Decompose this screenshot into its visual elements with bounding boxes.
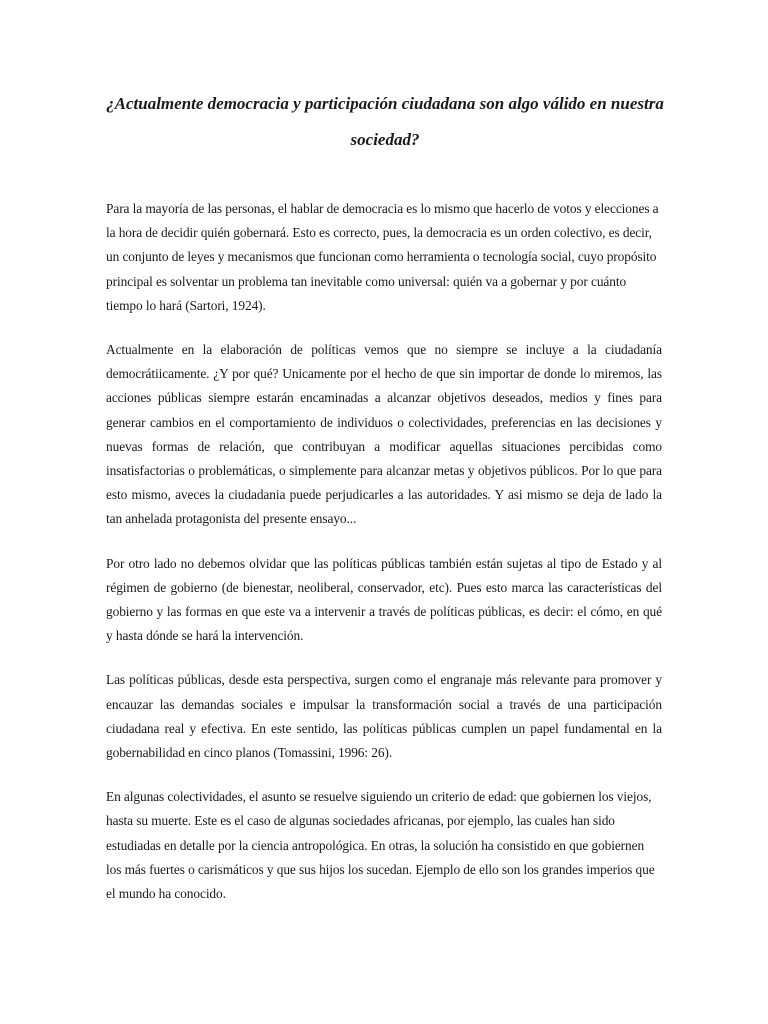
paragraph-3: Por otro lado no debemos olvidar que las políticas públicas también están sujetas al tipo de Estado y al régimen de gobierno (de bienestar, neoliberal, conservador, etc). Pues esto marca las características del gobierno y las formas en que este va a intervenir a través de políticas públicas, es decir: el cómo, en qué y hasta dónde se hará la intervención. (106, 555, 662, 644)
paragraph-5: En algunas colectividades, el asunto se resuelve siguiendo un criterio de edad: que gobiernen los viejos, hasta su muerte. Este es el caso de algunas sociedades africanas, por ejemplo, las cuales han sido estudiadas en detalle por la ciencia antropológica. En otras, la solución ha consistido en que gobiernen los más fuertes o carismáticos y que sus hijos los sucedan. Ejemplo de ello son los grandes imperios que el mundo ha conocido. (106, 789, 655, 902)
paragraph-1: Para la mayoría de las personas, el hablar de democracia es lo mismo que hacerlo de votos y elecciones a la hora de decidir quién gobernará. Esto es correcto, pues, la democracia es un orden colectivo, es decir, un conjunto de leyes y mecanismos que funcionan como herramienta o tecnología social, cuyo propósito principal es solventar un problema tan inevitable como universal: quién va a gobernar y por cuánto tiempo lo hará (Sartori, 1924). (106, 201, 659, 313)
paragraph-2: Actualmente en la elaboración de políticas vemos que no siempre se incluye a la ciudadanía democrátiicamente. ¿Y por qué? Unicamente por el hecho de que sin importar de donde lo miremos, las acciones públicas siempre estarán encaminadas a alcanzar objetivos deseados, medios y fines para generar cambios en el comportamiento de individuos o colectividades, preferencias en las decisiones y nuevas formas de relación, que contribuyan a modificar aquellas situaciones percibidas como insatisfactorias o problemáticas, o simplemente para alcanzar metas y objetivos públicos. Por lo que para esto mismo, aveces la ciudadania puede perjudicarles a las autoridades. Y asi mismo se deja de lado la tan anhelada protagonista del presente ensayo... (106, 342, 662, 527)
document-body (106, 197, 662, 926)
document-title: ¿Actualmente democracia y participación ciudadana son algo válido en nuestra sociedad? (106, 94, 664, 149)
paragraph-4: Las políticas públicas, desde esta perspectiva, surgen como el engranaje más relevante para promover y encauzar las demandas sociales e impulsar la transformación social a través de una participación ciudadana real y efectiva. En este sentido, las políticas públicas cumplen un papel fundamental en la gobernabilidad en cinco planos (Tomassini, 1996: 26). (106, 672, 662, 761)
